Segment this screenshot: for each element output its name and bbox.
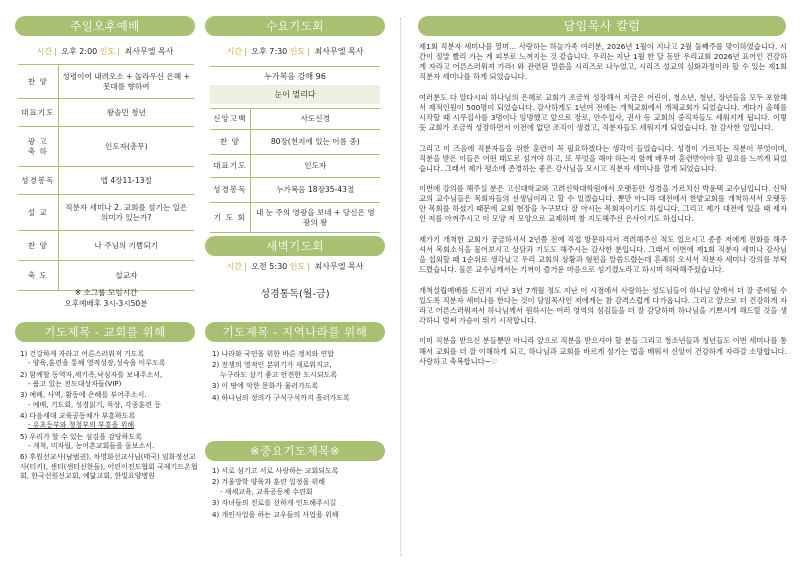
list-item: 1) 나라와 국민을 위한 바른 정치와 연합 <box>212 350 334 358</box>
column-paragraph: 제가기 개척한 교회가 궁금하셔서 2년쯤 전에 직접 방문하셔서 격려해주신 적도 있으시고 종종 저에게 전화를 해주셔서 목회소식을 물어보시고 상담과 기도도 해주시는 감사한 분입니다. 그래서 이번에 제1회 직분자 세미나 강사님을 섭외할 때 1순위로 생각났고 우리 교회의 상황과 형편을 말씀드렸는데 흔쾌히 오셔서 직분자 세미나 강의를 부탁드렸습니다. 물론 교수님께서는 기꺼이 즐거운 마음으로 섬기겠노라고 하시며 허락해주셨습니다. <box>419 234 787 275</box>
column-paragraph: 여러분도 다 알다시피 하나님의 은혜로 교회가 조금씩 성장해서 지금은 어린이, 청소년, 청년, 장년들을 모두 포함해서 재적인원이 500명이 되었습니다. 감사하게도 1년여 전에는 개척교회에서 개체교회가 되었습니다. 게다가 올해를 시작할 때 시무집사를 3명이나 임명했고 앞으로 장로, 안수집사, 권사 등 교회의 중직자들도 세워지게 됩니다. 이렇듯 교회가 조금씩 성장하면서 이전에 없던 조직이 생겼고, 직분자들도 세워지게 되었습니다. 참 감사한 일입니다. <box>419 92 787 132</box>
dawn-prayer-header: 새벽기도회 <box>205 236 385 256</box>
order-row <box>18 167 194 195</box>
time-label: 시간 <box>36 47 53 56</box>
dawn-reading: 성경통독(월-금) <box>260 289 330 300</box>
small-group-note-line1: ※ 소그룹 모임시간 <box>74 288 138 297</box>
leader-label: 인도 <box>289 47 306 56</box>
order-value: 성령이여 내려오소 + 놀라우신 은혜 + 못대를 향하여 <box>58 65 194 99</box>
column-paragraph: 제1회 직분자 세미나를 열며... 사랑하는 하늘가족 여러분, 2026년 1월이 지나고 2월 둘째주를 맞이하였습니다. 시간이 정말 빨리 가는 게 피부로 느껴지는 것 같습니다. 우리는 지난 1월 한 달 동안 우리교회 2026년 표어인 건강하게 자라고 어른스러워져 가라! 와 관련된 말씀을 시리즈로 나누었고, 시리즈 설교의 심화과정이라 할 수 있는 제1회 직분자 세미나를 하게 되었습니다. <box>419 42 788 82</box>
order-value: 엡 4장11-13절 <box>58 167 194 195</box>
time-label: 시간 <box>226 47 243 56</box>
order-label: 성경봉독 <box>18 167 58 195</box>
order-row <box>210 203 380 233</box>
time-value: 오전 5:30 <box>251 262 288 271</box>
list-item: 2) 전쟁의 영적인 분위기가 새로워지고, 누구라도 살기 좋고 안전한 도시되도록 <box>212 361 338 379</box>
order-label: 신앙고백 <box>210 109 250 130</box>
order-row <box>18 261 194 291</box>
order-value: 내 눈 주의 영광을 보네 + 당신은 영광의 왕 <box>250 203 380 233</box>
leader-label: 인도 <box>99 47 116 56</box>
list-item: 1) 서로 섬기고 서로 사랑하는 교회되도록 <box>212 467 339 475</box>
time-value: 오후 7:30 <box>251 47 288 56</box>
leader-label: 인도 <box>289 262 306 271</box>
pastor-column-header: 담임목사 칼럼 <box>418 16 786 36</box>
nation-prayer-header: 기도제목 - 지역나라를 위해 <box>205 322 385 342</box>
order-value: 누가복음 18장35-43절 <box>250 178 380 203</box>
order-label: 찬 양 <box>18 231 58 261</box>
wednesday-time-line: 시간 | 오후 7:30 인도 | 최사무엘 목사 <box>226 47 364 56</box>
wednesday-order-table <box>210 108 380 233</box>
column-paragraph: 그리고 이 즈음에 직분자들을 위한 훈련이 꼭 필요하겠다는 생각이 들었습니다. 성경이 가르치는 직분이 무엇이며, 직분을 받은 이들은 어떤 태도로 섬겨야 하고, 또 무엇을 해야 하는지 함께 배우며 훈련받아야 할 필요를 느끼게 되었습니다. 그래서 제가 평소에 존경하는 좋은 강사님을 모시고 직분자 세미나를 열게 되었습니다. <box>419 143 787 173</box>
order-row <box>18 127 194 167</box>
time-label: 시간 <box>226 262 243 271</box>
leader-value: 최사무엘 목사 <box>314 47 364 56</box>
list-item: 2) 함께할 동역자,세기족,낙심자를 보내주소서, - 품고 있는 전도대상자들(VIP) <box>20 370 163 388</box>
sunday-time-line: 시간 | 오후 2:00 인도 | 최사무엘 목사 <box>36 47 174 56</box>
leader-value: 최사무엘 목사 <box>124 47 174 56</box>
order-label: 찬 양 <box>210 130 250 155</box>
column-paragraph: 이미 직분을 받으신 분들뿐만 아니라 앞으로 직분을 받으셔야 할 분들 그리고 청소년들과 청년들도 이번 세미나를 통해서 교회를 더 잘 이해하게 되고, 하나님과 교회를 바르게 섬기는 법을 배워서 신앙이 건강하게 자라갈 소망합니다. 사랑하고 축복합니다~♡ <box>419 336 787 366</box>
order-value: 인도자 <box>250 155 380 178</box>
order-row <box>210 178 380 203</box>
list-item: 6) 후원선교사(남범권), 차영화선교사님(태국) 임화정선교사(터키), 센터(센터선한들), 어린이전도협회 국제기드온협회, 한국선원선교회, 예닮교회, 한빛요양병원 <box>20 453 198 480</box>
important-prayer-list <box>212 467 390 522</box>
order-value: 인도자(총무) <box>58 127 194 167</box>
list-item: 4) 하나님의 정의가 구석구석까지 흘러가도록 <box>212 393 350 402</box>
order-label: 성경봉독 <box>210 178 250 203</box>
column-paragraph: 이번에 강의를 해주실 분은 고신대학교와 고려신학대학원에서 오랫동안 성경을 가르치신 박윤택 교수님입니다. 신학교의 교수님들은 목회자들의 선생님이라고 할 수 있겠습니다. 뿐만 아니라 대전에서 한밭교회를 개척하셔서 오랫동안 목회를 하셨기 때문에 교회 현장을 누구보다 잘 아시는 목회자이기도 하십니다. 그리고 제가 대전에 있을 때 제자인 저를 아껴주시고 이 모양 저 모양으로 교제하며 참 지도해주신 은사이기도 하십니다. <box>419 184 787 224</box>
order-row <box>18 65 194 99</box>
list-item: 4) 다음세대 교육공동체가 부흥하도록 - 유초등부와 청청부의 부흥을 위해 <box>20 411 136 430</box>
order-value: 나 주님의 기쁨되기 <box>58 231 194 261</box>
order-label: 대표기도 <box>210 155 250 178</box>
dawn-time-line: 시간 | 오전 5:30 인도 | 최사무엘 목사 <box>226 262 364 271</box>
sunday-order-table <box>18 64 194 291</box>
sermon-title: 눈이 멀리다 <box>210 85 380 104</box>
order-value: 직분자 세미나 2. 교회를 섬기는 일은 의미가 있는가? <box>58 195 194 231</box>
list-item: 5) 우리가 할 수 있는 섬김을 감당하도록 - 개척, 미자립, 농어촌교회들을 돌보소서. <box>20 432 155 450</box>
pastor-column-body <box>419 42 787 377</box>
church-prayer-header: 기도제목 - 교회를 위해 <box>15 322 195 342</box>
order-row <box>210 130 380 155</box>
order-value: 왕솔민 청년 <box>58 99 194 127</box>
list-item: 1) 건강하게 자라고 어른스러워져 기도록 - 양육,훈련을 통해 영적성장,성숙을 이루도록 <box>20 350 166 368</box>
list-item: 2) 겨울방학 양육과 훈련 일정을 위해 - 새세교육, 교육공동체 수련회 <box>212 478 325 496</box>
list-item: 4) 개인사업을 하는 교우들의 사업을 위해 <box>212 510 339 519</box>
sermon-series <box>210 66 380 104</box>
sermon-series-title: 누가복음 강해 96 <box>210 66 380 85</box>
list-item: 3) 예배, 사역, 활동에 은혜를 부어주소서. - 예배, 기도회, 성경읽기, 묵상, 각종훈련 등 <box>20 391 161 409</box>
order-row <box>210 109 380 130</box>
list-item: 3) 이 땅에 악한 문화가 물러가도록 <box>212 382 319 391</box>
order-value: 설교자 <box>58 261 194 291</box>
list-item: 3) 자녀들의 진로를 선하게 인도해주시길 <box>212 499 337 508</box>
wednesday-prayer-header: 수요기도회 <box>205 16 385 36</box>
time-value: 오후 2:00 <box>61 47 98 56</box>
order-label: 설 교 <box>18 195 58 231</box>
order-value: 80장(천지에 있는 이름 중) <box>250 130 380 155</box>
order-row <box>210 155 380 178</box>
order-label: 찬 양 <box>18 65 58 99</box>
important-prayer-header: ※중요기도제목※ <box>205 441 385 461</box>
nation-prayer-list <box>212 350 390 405</box>
small-group-note-line2: 오후예배후 3시-3시50분 <box>64 298 148 308</box>
order-row <box>18 195 194 231</box>
column-paragraph: 개척설립예배를 드린지 지난 3년 7개월 정도 지난 이 시점에서 사랑하는 성도님들이 하나님 앞에서 더 잘 준비될 수 있도록 직분자 세미나를 한다는 것이 담임목사인 저에게는 참 감격스럽게 다가옵니다. 그리고 앞으로 더 건강하게 자라고 어른스러워져서 하나님께서 원하시는 여러 영역의 섬김들을 더 잘 감당하며 하나님을 기쁘시게 해드릴 것을 생각하니 벌써 가슴이 뛰기 시작합니다. <box>419 285 787 325</box>
page-fold-divider <box>400 18 401 556</box>
order-label: 축 도 <box>18 261 58 291</box>
sunday-worship-header: 주일오후예배 <box>15 16 195 36</box>
order-value: 사도신경 <box>250 109 380 130</box>
order-label: 기 도 회 <box>210 203 250 233</box>
order-row <box>18 231 194 261</box>
church-prayer-list <box>20 350 198 483</box>
leader-value: 최사무엘 목사 <box>314 262 364 271</box>
order-row <box>18 99 194 127</box>
order-label: 대표기도 <box>18 99 58 127</box>
small-group-note <box>18 288 194 309</box>
order-label: 광 고 축 하 <box>18 127 58 167</box>
